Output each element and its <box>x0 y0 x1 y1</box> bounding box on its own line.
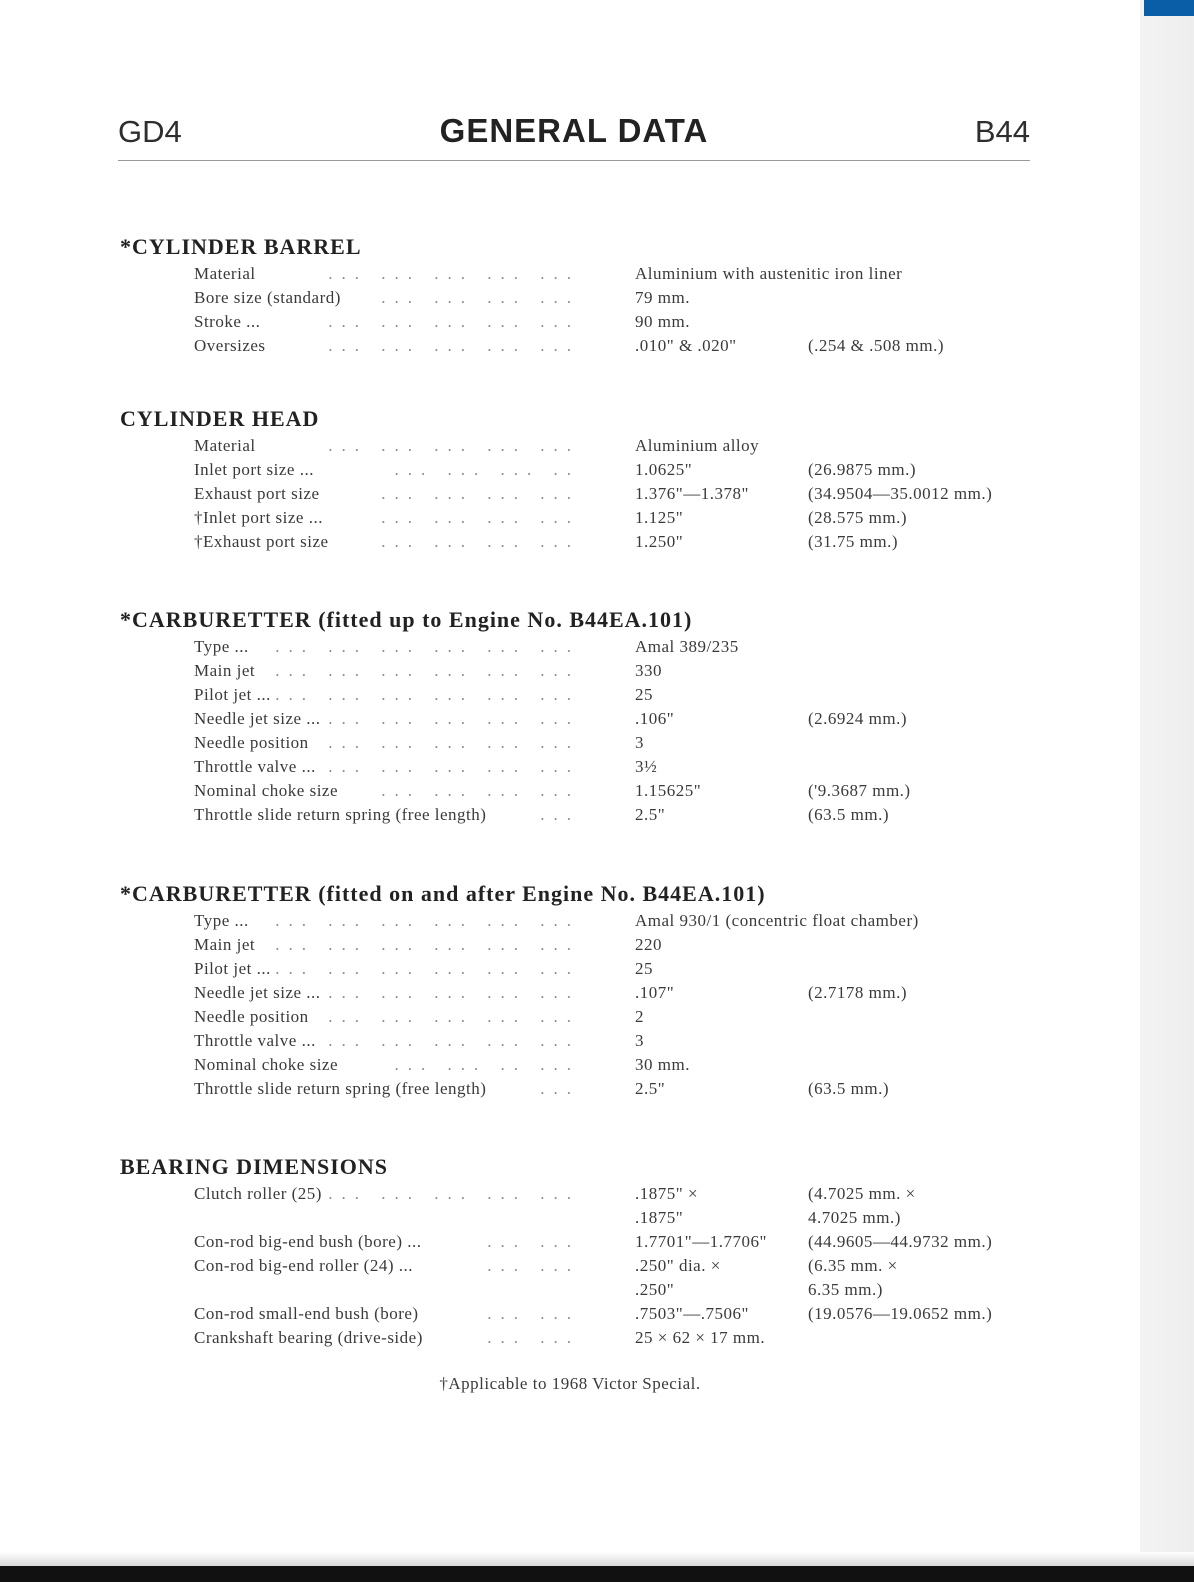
model-code: B44 <box>974 114 1030 149</box>
spec-value: 1.125" <box>635 508 684 527</box>
spec-label: Needle jet size ... <box>194 983 321 1002</box>
spec-value: 1.250" <box>635 532 684 551</box>
spec-label: Inlet port size ... <box>194 460 314 479</box>
spec-value: 2 <box>635 1007 644 1026</box>
leader-dots: ... ... ... ... ... ... <box>275 935 580 954</box>
spec-row <box>120 957 1040 981</box>
spec-row <box>120 530 1040 554</box>
spec-label: Needle jet size ... <box>194 709 321 728</box>
section-title: BEARING DIMENSIONS <box>120 1154 388 1179</box>
spec-value: Amal 930/1 (concentric float chamber) <box>635 911 919 930</box>
spec-label: Type ... <box>194 637 249 656</box>
spec-value: .107" <box>635 983 675 1002</box>
spec-value: 1.15625" <box>635 781 702 800</box>
spec-value: .7503"—.7506" <box>635 1304 749 1323</box>
spec-value: .250" dia. × .250" <box>635 1256 721 1299</box>
spec-value-metric: (.254 & .508 mm.) <box>808 336 944 355</box>
spec-value: 1.7701"—1.7706" <box>635 1232 767 1251</box>
leader-dots: ... ... ... ... <box>381 508 580 527</box>
section-carburetter-on-after <box>120 879 1040 1101</box>
leader-dots: ... ... ... ... ... <box>328 733 580 752</box>
spec-row <box>120 731 1040 755</box>
leader-dots: ... ... ... ... ... <box>328 1007 580 1026</box>
section-bearing-dimensions <box>120 1152 1040 1350</box>
spec-value-metric: (31.75 mm.) <box>808 532 899 551</box>
leader-dots: ... ... ... ... ... ... <box>275 685 580 704</box>
spec-value: 79 mm. <box>635 288 690 307</box>
spec-label: Throttle valve ... <box>194 1031 316 1050</box>
spec-value: 3½ <box>635 757 658 776</box>
spec-row <box>120 286 1040 310</box>
spec-value: 2.5" <box>635 1079 666 1098</box>
leader-dots: ... <box>540 805 580 824</box>
spec-value: 25 <box>635 685 653 704</box>
spec-value: Amal 389/235 <box>635 637 739 656</box>
spec-row <box>120 779 1040 803</box>
spec-row <box>120 909 1040 933</box>
page-header <box>118 110 1030 160</box>
leader-dots: ... ... ... ... <box>381 532 580 551</box>
spec-row <box>120 434 1040 458</box>
spec-row <box>120 659 1040 683</box>
spec-label: Con-rod small-end bush (bore) <box>194 1304 419 1323</box>
spec-value: 3 <box>635 733 644 752</box>
spec-value: 1.376"—1.378" <box>635 484 749 503</box>
spec-label: Con-rod big-end bush (bore) ... <box>194 1232 422 1251</box>
page-title: GENERAL DATA <box>439 112 709 149</box>
section-title: *CYLINDER BARREL <box>120 234 362 259</box>
spec-value-metric: ('9.3687 mm.) <box>808 781 911 800</box>
spec-label: Nominal choke size <box>194 781 339 800</box>
spec-label: Material <box>194 436 256 455</box>
spec-label: Bore size (standard) <box>194 288 341 307</box>
spec-label: Con-rod big-end roller (24) ... <box>194 1256 413 1275</box>
spec-label: Throttle valve ... <box>194 757 316 776</box>
spec-row <box>120 482 1040 506</box>
leader-dots: ... ... ... ... ... <box>328 1184 580 1203</box>
spec-value: 90 mm. <box>635 312 690 331</box>
leader-dots: ... ... ... .. <box>394 460 580 479</box>
spec-label: Clutch roller (25) <box>194 1184 322 1203</box>
leader-dots: ... ... ... ... ... <box>328 264 580 283</box>
leader-dots: ... ... ... ... ... <box>328 336 580 355</box>
spec-row <box>120 1254 1040 1302</box>
spec-row <box>120 1053 1040 1077</box>
spec-value: 25 <box>635 959 653 978</box>
spec-row <box>120 683 1040 707</box>
leader-dots: ... ... ... ... ... <box>328 983 580 1002</box>
section-cylinder-head <box>120 404 1040 554</box>
spec-row <box>120 1029 1040 1053</box>
spec-label: Main jet <box>194 935 256 954</box>
spec-value-metric: (19.0576—19.0652 mm.) <box>808 1304 993 1323</box>
leader-dots: ... ... ... ... ... ... <box>275 661 580 680</box>
spec-row <box>120 1182 1040 1230</box>
leader-dots: ... ... <box>487 1328 580 1347</box>
spec-label: Throttle slide return spring (free length) <box>194 1079 487 1098</box>
spec-label: Stroke ... <box>194 312 261 331</box>
spec-value-metric: (4.7025 mm. × 4.7025 mm.) <box>808 1184 916 1227</box>
spec-value-metric: (44.9605—44.9732 mm.) <box>808 1232 993 1251</box>
spec-value-metric: (63.5 mm.) <box>808 1079 890 1098</box>
spec-row <box>120 506 1040 530</box>
spec-value: 1.0625" <box>635 460 693 479</box>
leader-dots: ... ... <box>487 1304 580 1323</box>
section-title: CYLINDER HEAD <box>120 406 320 431</box>
spec-row <box>120 334 1040 358</box>
spec-label: Main jet <box>194 661 256 680</box>
spec-label: Oversizes <box>194 336 266 355</box>
spec-value: 2.5" <box>635 805 666 824</box>
spec-value: .010" & .020" <box>635 336 737 355</box>
spec-row <box>120 707 1040 731</box>
page-bottom-shadow <box>0 1552 1194 1566</box>
spec-value-metric: (6.35 mm. × 6.35 mm.) <box>808 1256 898 1299</box>
spec-label: Pilot jet ... <box>194 685 271 704</box>
spec-value: Aluminium with austenitic iron liner <box>635 264 903 283</box>
leader-dots: ... ... .. ... <box>394 1055 580 1074</box>
leader-dots: ... ... ... ... <box>381 288 580 307</box>
spec-row <box>120 803 1040 827</box>
spec-label: Needle position <box>194 1007 309 1026</box>
spec-value-metric: (34.9504—35.0012 mm.) <box>808 484 993 503</box>
spec-row <box>120 262 1040 286</box>
spec-label: Nominal choke size <box>194 1055 339 1074</box>
page-bottom-edge <box>0 1566 1194 1582</box>
spec-value: 3 <box>635 1031 644 1050</box>
spec-label: †Exhaust port size <box>194 532 329 551</box>
section-carburetter-up-to <box>120 605 1040 827</box>
leader-dots: ... ... ... ... ... <box>328 436 580 455</box>
spec-row <box>120 1302 1040 1326</box>
spec-row <box>120 1230 1040 1254</box>
spec-row <box>120 310 1040 334</box>
leader-dots: ... ... <box>487 1256 580 1275</box>
spec-row <box>120 1005 1040 1029</box>
spec-row <box>120 981 1040 1005</box>
spec-value-metric: (2.6924 mm.) <box>808 709 908 728</box>
spec-value: 30 mm. <box>635 1055 690 1074</box>
leader-dots: ... ... <box>487 1232 580 1251</box>
leader-dots: ... ... ... ... <box>381 484 580 503</box>
section-title: *CARBURETTER (fitted on and after Engine No. B44EA.101) <box>120 881 766 906</box>
spec-value: Aluminium alloy <box>635 436 760 455</box>
leader-dots: ... ... ... ... ... <box>328 757 580 776</box>
leader-dots: ... ... ... ... ... <box>328 1031 580 1050</box>
leader-dots: ... ... ... ... ... ... <box>275 911 580 930</box>
spec-label: Throttle slide return spring (free length) <box>194 805 487 824</box>
spec-value-metric: (63.5 mm.) <box>808 805 890 824</box>
spec-value: .106" <box>635 709 675 728</box>
spec-value: 330 <box>635 661 662 680</box>
spec-label: Exhaust port size <box>194 484 320 503</box>
spec-value-metric: (28.575 mm.) <box>808 508 908 527</box>
leader-dots: ... ... ... ... ... ... <box>275 959 580 978</box>
leader-dots: ... ... ... ... <box>381 781 580 800</box>
spec-value: 220 <box>635 935 662 954</box>
spec-row <box>120 1326 1040 1350</box>
spec-row <box>120 755 1040 779</box>
spec-value: 25 × 62 × 17 mm. <box>635 1328 766 1347</box>
section-cylinder-barrel <box>120 232 1040 358</box>
footnote: †Applicable to 1968 Victor Special. <box>439 1374 701 1393</box>
leader-dots: ... <box>540 1079 580 1098</box>
section-code: GD4 <box>118 114 182 149</box>
page-right-edge <box>1140 0 1194 1582</box>
section-title: *CARBURETTER (fitted up to Engine No. B44EA.101) <box>120 607 693 632</box>
spec-label: Pilot jet ... <box>194 959 271 978</box>
spec-row <box>120 635 1040 659</box>
binding-tab <box>1144 0 1194 16</box>
spec-label: Type ... <box>194 911 249 930</box>
spec-label: Material <box>194 264 256 283</box>
spec-label: †Inlet port size ... <box>194 508 323 527</box>
leader-dots: ... ... ... ... ... <box>328 709 580 728</box>
spec-value: .1875" × .1875" <box>635 1184 699 1227</box>
spec-row <box>120 458 1040 482</box>
spec-label: Crankshaft bearing (drive-side) <box>194 1328 423 1347</box>
spec-value-metric: (2.7178 mm.) <box>808 983 908 1002</box>
header-rule <box>118 160 1030 161</box>
spec-label: Needle position <box>194 733 309 752</box>
spec-row <box>120 933 1040 957</box>
leader-dots: ... ... ... ... ... ... <box>275 637 580 656</box>
spec-row <box>120 1077 1040 1101</box>
leader-dots: ... ... ... ... ... <box>328 312 580 331</box>
spec-value-metric: (26.9875 mm.) <box>808 460 917 479</box>
